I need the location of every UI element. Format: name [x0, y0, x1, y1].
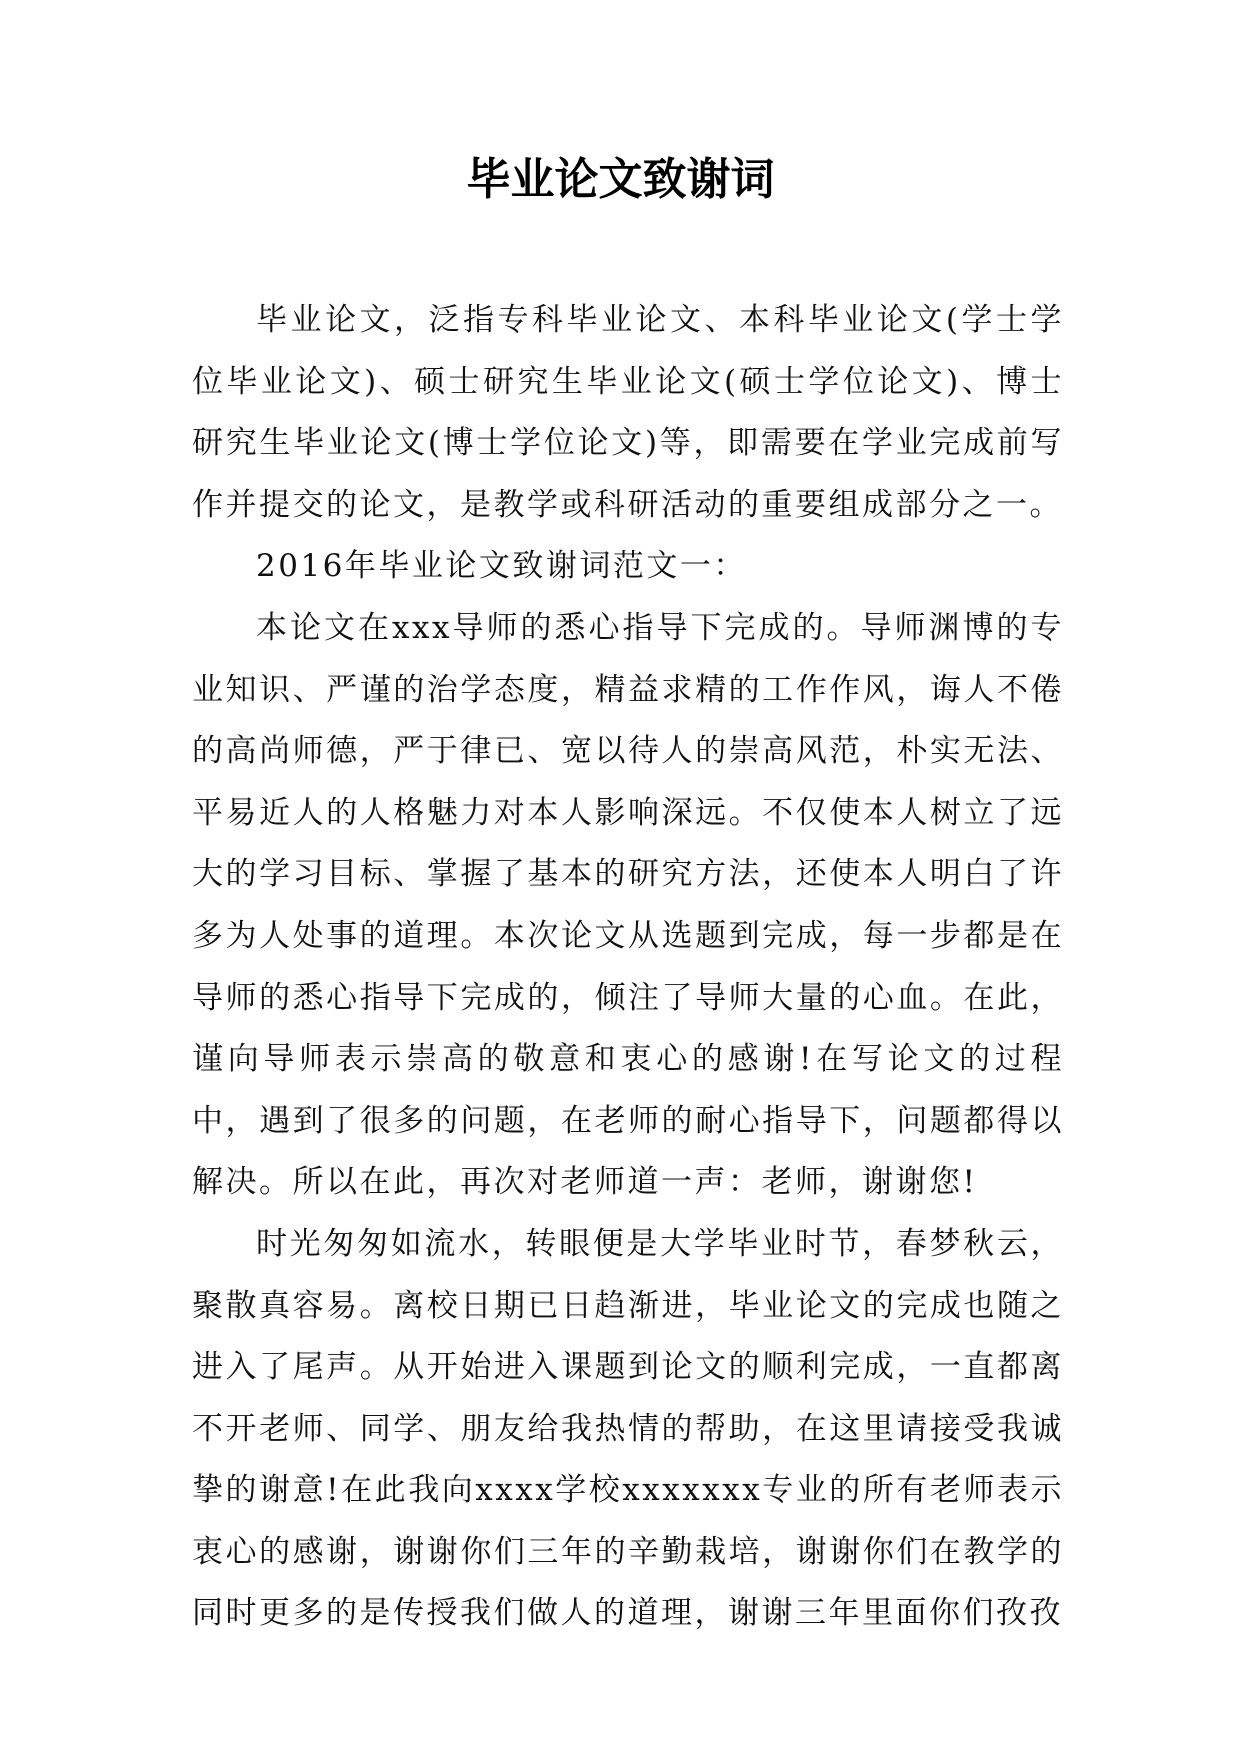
document-body: [192, 290, 1064, 1645]
paragraph-graduation-thanks: 时光匆匆如流水，转眼便是大学毕业时节，春梦秋云，聚散真容易。离校日期已日趋渐进，毕业论文的完成也随之进入了尾声。从开始进入课题到论文的顺利完成，一直都离不开老师、同学、朋友给我热情的帮助，在这里请接受我诚挚的谢意!在此我向xxxx学校xxxxxxx专业的所有老师表示衷心的感谢，谢谢你们三年的辛勤栽培，谢谢你们在教学的同时更多的是传授我们做人的道理，谢谢三年里面你们孜孜: [192, 1225, 1064, 1632]
paragraph-sample-heading: 2016年毕业论文致谢词范文一：: [256, 548, 747, 585]
document-title: 毕业论文致谢词: [466, 154, 775, 205]
paragraph-intro: 毕业论文，泛指专科毕业论文、本科毕业论文(学士学位毕业论文)、硕士研究生毕业论文(硕士学位论文)、博士研究生毕业论文(博士学位论文)等，即需要在学业完成前写作并提交的论文，是教学或科研活动的重要组成部分之一。: [192, 302, 1064, 523]
paragraph-advisor-thanks: 本论文在xxx导师的悉心指导下完成的。导师渊博的专业知识、严谨的治学态度，精益求精的工作作风，诲人不倦的高尚师德，严于律已、宽以待人的崇高风范，朴实无法、平易近人的人格魅力对本人影响深远。不仅使本人树立了远大的学习目标、掌握了基本的研究方法，还使本人明白了许多为人处事的道理。本次论文从选题到完成，每一步都是在导师的悉心指导下完成的，倾注了导师大量的心血。在此，谨向导师表示崇高的敬意和衷心的感谢!在写论文的过程中，遇到了很多的问题，在老师的耐心指导下，问题都得以解决。所以在此，再次对老师道一声：老师，谢谢您!: [192, 609, 1064, 1201]
